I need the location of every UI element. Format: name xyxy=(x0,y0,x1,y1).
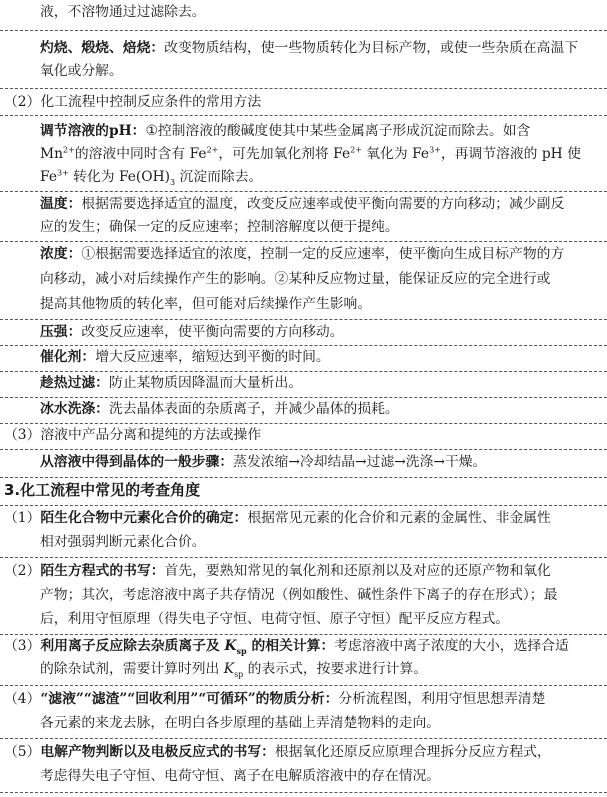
text: 氧化为 Fe xyxy=(361,146,430,162)
text-line xyxy=(40,659,427,679)
text: 沉淀而除去。 xyxy=(175,169,263,185)
divider xyxy=(0,371,607,372)
text: ，可先加氧化剂将 Fe xyxy=(218,146,351,162)
text-line: 各元素的来龙去脉，在明白各步原理的基础上弄清楚物料的走向。 xyxy=(40,715,441,731)
item-number: （2） xyxy=(4,563,41,579)
text: 的溶液中同时含有 Fe xyxy=(74,146,207,162)
subscript: 3 xyxy=(170,177,176,187)
ksp-symbol: K xyxy=(223,661,235,677)
text: 改变反应速率，使平衡向需要的方向移动。 xyxy=(81,324,344,340)
subscript: sp xyxy=(234,669,244,679)
divider xyxy=(0,319,607,320)
text-line: 氧化或分解。 xyxy=(40,63,123,79)
text-line xyxy=(40,194,564,214)
divider xyxy=(0,241,607,242)
divider xyxy=(0,634,607,635)
section-number: （3） xyxy=(4,427,41,443)
term-label: 温度： xyxy=(40,196,82,212)
text: 的除杂试剂，需要计算时列出 xyxy=(40,661,224,677)
text-line xyxy=(4,742,551,762)
term-label: “滤液”“滤渣”“回收利用”“可循环”的物质分析： xyxy=(40,691,339,707)
main-heading xyxy=(4,480,200,500)
text-line xyxy=(40,121,530,141)
term-label: 的相关计算： xyxy=(246,638,335,654)
text-line xyxy=(40,38,578,58)
term-label: 利用离子反应除去杂质离子及 xyxy=(40,638,225,654)
text: 的表示式，按要求进行计算。 xyxy=(243,661,428,677)
section-heading xyxy=(4,425,261,445)
section-title: 溶液中产品分离和提纯的方法或操作 xyxy=(40,427,262,443)
term-label: 浓度： xyxy=(40,246,82,262)
text-line xyxy=(40,144,581,164)
section-title: 化工流程中控制反应条件的常用方法 xyxy=(40,94,262,110)
heading-title: 化工流程中常见的考查角度 xyxy=(20,481,201,499)
charge: 3+ xyxy=(56,168,69,178)
term-label: 冰水洗涤： xyxy=(40,401,109,417)
divider xyxy=(0,115,607,116)
text: 考虑溶液中离子浓度的大小，选择合适 xyxy=(334,638,569,654)
text: 蒸发浓缩→冷却结晶→过滤→洗涤→干燥。 xyxy=(233,454,487,470)
text: ①根据需要选择适宜的浓度，控制一定的反应速率，使平衡向生成目标产物的方 xyxy=(81,246,565,262)
section-heading xyxy=(4,92,261,112)
term-label: 陌生方程式的书写： xyxy=(40,563,165,579)
text-line: 液，不溶物通过过滤除去。 xyxy=(40,4,206,20)
text-line: 应的发生；确保一定的反应速率；控制溶解度以便于提纯。 xyxy=(40,219,399,235)
text-line xyxy=(4,689,545,709)
subscript: sp xyxy=(236,645,247,656)
divider xyxy=(0,557,607,558)
text-line: 相对强弱判断元素化合价。 xyxy=(40,534,206,550)
heading-number: 3. xyxy=(4,481,21,499)
text: 根据常见元素的化合价和元素的金属性、非金属性 xyxy=(247,510,551,526)
text-line: 向移动，减小对后续操作产生的影响。②某种反应物过量，能保证反应的完全进行或 xyxy=(40,271,551,287)
divider xyxy=(0,397,607,398)
charge: 3+ xyxy=(429,145,441,155)
text: ，再调节溶液的 pH 使 xyxy=(440,146,581,162)
item-number: （5） xyxy=(4,744,41,760)
text: 洗去晶体表面的杂质离子，并减少晶体的损耗。 xyxy=(108,401,399,417)
text: Fe xyxy=(40,169,57,185)
text-line xyxy=(4,561,551,581)
divider xyxy=(0,88,607,89)
term-label: 电解产物判断以及电极反应式的书写： xyxy=(40,744,275,760)
text-line xyxy=(4,636,569,656)
divider xyxy=(0,191,607,192)
charge: 2+ xyxy=(63,145,75,155)
text-line xyxy=(40,244,564,264)
divider xyxy=(0,449,607,450)
text: 首先，要熟知常见的氧化剂和还原剂以及对应的还原产物和氧化 xyxy=(164,563,551,579)
text: ①控制溶液的酸碱度使其中某些金属离子形成沉淀而除去。如含 xyxy=(145,123,531,139)
text-line xyxy=(40,347,330,367)
divider xyxy=(0,505,607,506)
text: 防止某物质因降温而大量析出。 xyxy=(108,375,303,391)
item-number: （1） xyxy=(4,510,41,526)
text-line xyxy=(40,399,399,419)
term-label: 从溶液中得到晶体的一般步骤： xyxy=(40,454,234,470)
divider xyxy=(0,477,607,478)
term-label: 压强： xyxy=(40,324,82,340)
text-line xyxy=(4,508,551,528)
text-line xyxy=(40,373,302,393)
text-line: 考虑得失电子守恒、电荷守恒、离子在电解质溶液中的存在情况。 xyxy=(40,768,441,784)
ksp-symbol: K xyxy=(224,638,237,654)
term-label: 调节溶液的pH： xyxy=(40,123,146,139)
text-line: 产物；其次，考虑溶液中离子共存情况（例如酸性、碱性条件下离子的存在形式）；最 xyxy=(40,587,558,603)
item-number: （3） xyxy=(4,638,41,654)
item-number: （4） xyxy=(4,691,41,707)
divider xyxy=(0,685,607,686)
divider xyxy=(0,423,607,424)
text: 根据氧化还原反应原理合理拆分反应方程式， xyxy=(274,744,551,760)
divider xyxy=(0,738,607,739)
charge: 2+ xyxy=(206,145,219,155)
text: 分析流程图，利用守恒思想弄清楚 xyxy=(338,691,546,707)
term-label: 趁热过滤： xyxy=(40,375,109,391)
divider xyxy=(0,30,607,31)
text-line: 后，利用守恒原理（得失电子守恒、电荷守恒、原子守恒）配平反应方程式。 xyxy=(40,611,510,627)
divider xyxy=(0,345,607,346)
text-line xyxy=(40,167,262,187)
section-number: （2） xyxy=(4,94,41,110)
text: 转化为 Fe(OH) xyxy=(68,169,171,185)
text-line xyxy=(40,322,344,342)
divider xyxy=(0,792,607,793)
charge: 2+ xyxy=(350,145,362,155)
term-label: 催化剂： xyxy=(40,349,96,365)
text: Mn xyxy=(40,146,64,162)
text-line xyxy=(40,452,486,472)
text: 改变物质结构，使一些物质转化为目标产物，或使一些杂质在高温下 xyxy=(164,40,579,56)
text-line: 提高其他物质的转化率，但可能对后续操作产生影响。 xyxy=(40,296,372,312)
term-label: 灼烧、煅烧、焙烧： xyxy=(40,40,165,56)
text: 根据需要选择适宜的温度，改变反应速率或使平衡向需要的方向移动；减少副反 xyxy=(81,196,565,212)
term-label: 陌生化合物中元素化合价的确定： xyxy=(40,510,248,526)
text: 增大反应速率，缩短达到平衡的时间。 xyxy=(95,349,330,365)
